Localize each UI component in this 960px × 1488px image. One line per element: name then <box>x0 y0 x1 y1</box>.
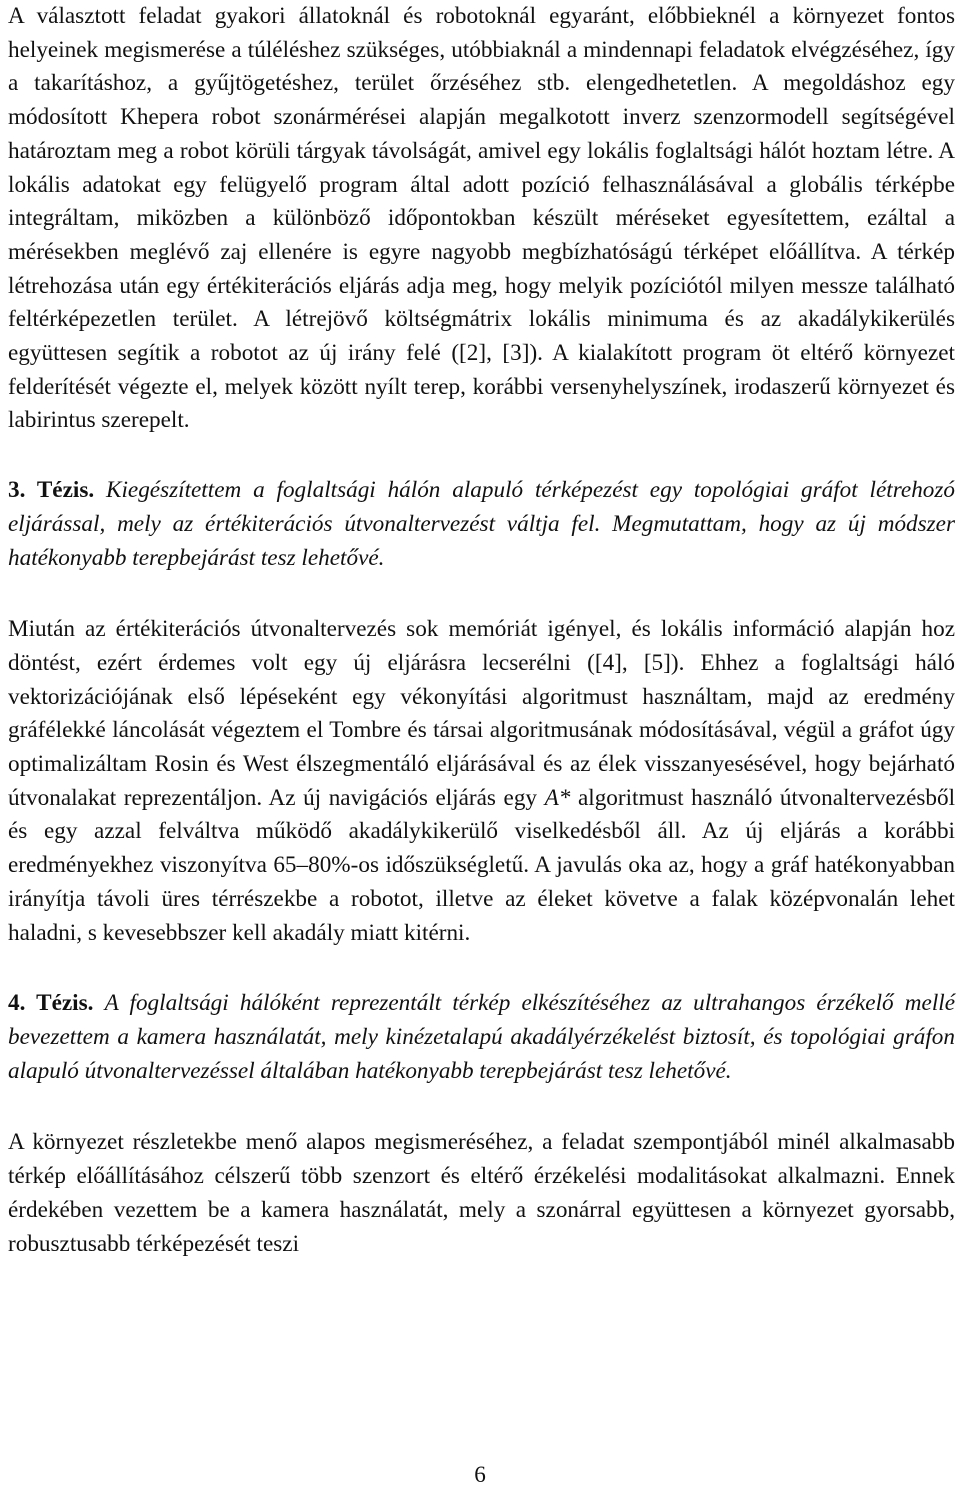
paragraph-2-text-before: Miután az értékiterációs útvonaltervezés sok memóriát igényel, és lokális információ alapján hoz döntést, ezért érdemes volt egy új eljárásra lecserélni ([4], [5]). Ehhez a foglaltsági háló vektorizációjának első lépéseként egy vékonyítási algoritmust használtam, majd az eredmény gráfélekké láncolását végeztem el Tombre és társai algoritmusának módosításával, végül a gráfot úgy optimalizáltam Rosin és West élszegmentáló eljárásával és az élek visszanyesésével, hogy bejárható útvonalakat reprezentáljon. Az új navigációs eljárás egy <box>8 616 955 811</box>
thesis-3 <box>8 474 955 575</box>
page-body <box>8 0 955 1261</box>
page-number: 6 <box>474 1462 486 1488</box>
thesis-4-text: A foglaltsági hálóként reprezentált térkép elkészítéséhez az ultrahangos érzékelő mellé bevezettem a kamera használatát, mely kinézetalapú akadályérzékelést biztosít, és topológiai gráfon alapuló útvonaltervezéssel általában hatékonyabb terepbejárást tesz lehetővé. <box>8 990 955 1084</box>
thesis-3-text: Kiegészítettem a foglaltsági hálón alapuló térképezést egy topológiai gráfot létrehozó eljárással, mely az értékiterációs útvonaltervezést váltja fel. Megmutattam, hogy az új módszer hatékonyabb terepbejárást tesz lehetővé. <box>8 477 955 571</box>
thesis-3-label: 3. Tézis. <box>8 477 95 504</box>
body-paragraph-2 <box>8 613 955 950</box>
paragraph-2-text-after: algoritmust használó útvonaltervezésből és egy azzal felváltva működő akadálykikerülő viselkedésből áll. Az új eljárás a korábbi eredményekhez viszonyítva 65–80%-os időszükségletű. A javulás oka az, hogy a gráf hatékonyabban irányítja távoli üres térrészekbe a robotot, illetve az éleket követve a falak középvonalán lehet haladni, s kevesebbszer kell akadály miatt kitérni. <box>8 784 956 946</box>
a-star-symbol: A* <box>544 784 571 811</box>
thesis-4-label: 4. Tézis. <box>8 990 94 1017</box>
body-paragraph-1: A választott feladat gyakori állatoknál és robotoknál egyaránt, előbbieknél a környezet fontos helyeinek megismerése a túléléshez szükséges, utóbbiaknál a mindennapi feladatok elvégzéséhez, így a takarításhoz, a gyűjtögetéshez, terület őrzéséhez stb. elengedhetetlen. A megoldáshoz egy módosított Khepera robot szonármérései alapján megalkotott inverz szenzormodell segítségével határoztam meg a robot körüli tárgyak távolságát, amivel egy lokális foglaltsági hálót hoztam létre. A lokális adatokat egy felügyelő program által adott pozíció felhasználásával a globális térképbe integráltam, miközben a különböző időpontokban készült méréseket egyesítettem, ezáltal a mérésekben meglévő zaj ellenére is egyre nagyobb megbízhatóságú térképet előállítva. A térkép létrehozása után egy értékiterációs eljárás adja meg, hogy melyik pozíciótól milyen messze található feltérképezetlen terület. A létrejövő költségmátrix lokális minimuma és az akadálykikerülés együttesen segítik a robotot az új irány felé ([2], [3]). A kialakított program öt eltérő környezet felderítését végezte el, melyek között nyílt terep, korábbi versenyhelyszínek, irodaszerű környezet és labirintus szerepelt. <box>8 3 955 434</box>
thesis-4 <box>8 987 955 1088</box>
body-paragraph-3: A környezet részletekbe menő alapos megismeréséhez, a feladat szempontjából minél alkalmasabb térkép előállításához célszerű több szenzort és eltérő érzékelési modalitásokat alkalmazni. Ennek érdekében vezettem be a kamera használatát, mely a szonárral együttesen a környezet gyorsabb, robusztusabb térképezését teszi <box>8 1129 955 1257</box>
